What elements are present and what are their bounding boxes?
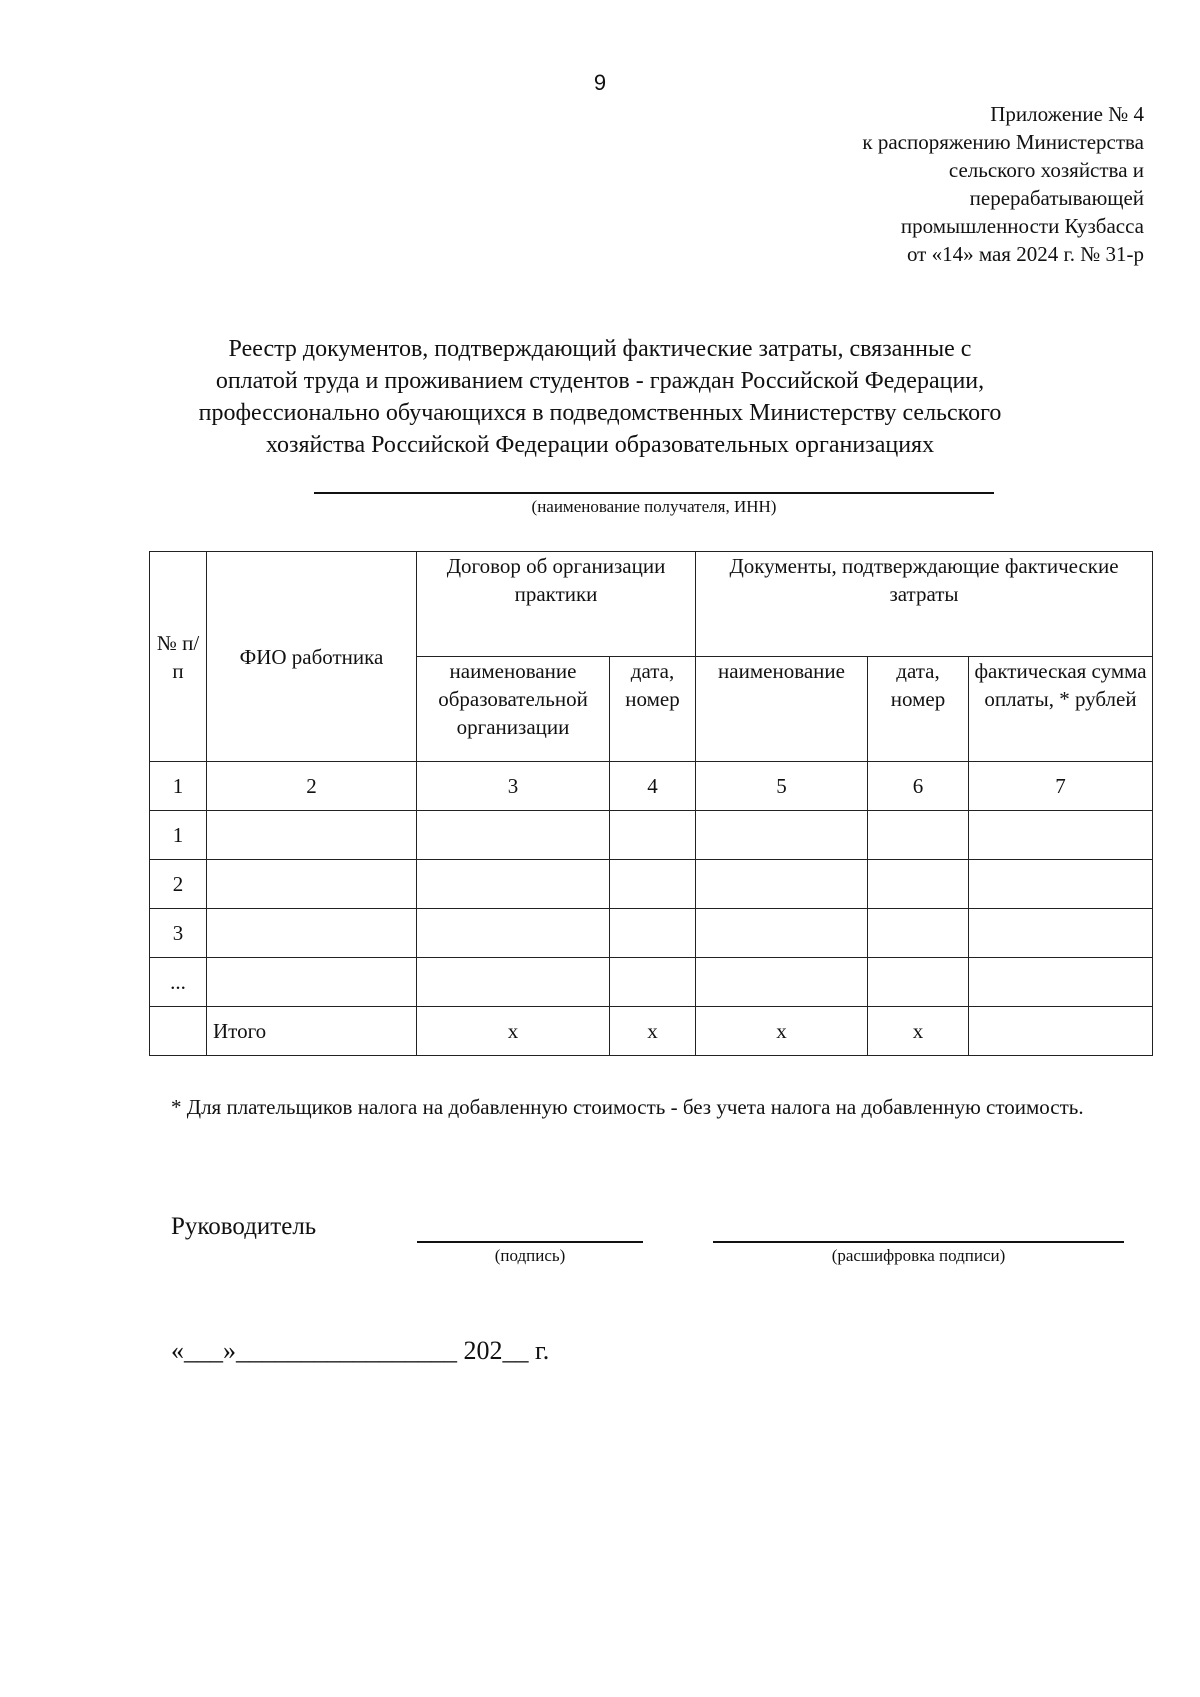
document-title (150, 333, 1050, 461)
title-line: хозяйства Российской Федерации образовательных организациях (265, 432, 935, 458)
cell-amount (969, 909, 1153, 958)
total-row (150, 1007, 1153, 1056)
total-index (150, 1007, 207, 1056)
cell-org-name (417, 811, 610, 860)
cell-doc-date (868, 909, 969, 958)
cell-amount (969, 958, 1153, 1007)
registry-table (149, 551, 1153, 1056)
cell-doc-date (868, 860, 969, 909)
appendix-line: к распоряжению Министерства (862, 130, 1144, 154)
cell-contract-date (610, 958, 696, 1007)
row-index: 1 (150, 811, 207, 860)
appendix-line: Приложение № 4 (990, 102, 1144, 126)
cell-org-name (417, 909, 610, 958)
title-line: профессионально обучающихся в подведомственных Министерству сельского (198, 400, 1002, 426)
cell-doc-date (868, 811, 969, 860)
page-number: 9 (593, 70, 607, 95)
cell-amount (969, 860, 1153, 909)
cell-contract-date (610, 811, 696, 860)
signatory-role: Руководитель (171, 1213, 317, 1240)
column-number: 4 (610, 762, 696, 811)
cell-employee (207, 811, 417, 860)
table-row (150, 811, 1153, 860)
total-label: Итого (207, 1007, 417, 1056)
cell-org-name (417, 958, 610, 1007)
appendix-line: перерабатывающей (969, 186, 1144, 210)
footnote: * Для плательщиков налога на добавленную стоимость - без учета налога на добавленную стоимость. (171, 1095, 1084, 1119)
table-row (150, 860, 1153, 909)
header-employee-name: ФИО работника (207, 552, 417, 762)
header-doc-date: дата, номер (868, 657, 969, 762)
row-index: 3 (150, 909, 207, 958)
signature-caption: (подпись) (494, 1246, 566, 1265)
column-number: 5 (696, 762, 868, 811)
cell-employee (207, 860, 417, 909)
recipient-underline (314, 492, 994, 494)
appendix-line: от «14» мая 2024 г. № 31-р (906, 242, 1144, 266)
cell-doc-name (696, 811, 868, 860)
column-number: 2 (207, 762, 417, 811)
cell-doc-name (696, 909, 868, 958)
column-number: 7 (969, 762, 1153, 811)
title-line: Реестр документов, подтверждающий фактические затраты, связанные с (228, 336, 972, 362)
header-number: № п/п (150, 552, 207, 762)
signature-decode-underline (713, 1241, 1124, 1243)
header-documents-group: Документы, подтверждающие фактические затраты (696, 552, 1153, 657)
table-row (150, 958, 1153, 1007)
table-row (150, 909, 1153, 958)
cell-doc-name (696, 958, 868, 1007)
total-mark: х (696, 1007, 868, 1056)
total-mark: х (417, 1007, 610, 1056)
title-line: оплатой труда и проживанием студентов - граждан Российской Федерации, (215, 368, 985, 394)
cell-doc-date (868, 958, 969, 1007)
header-contract-group: Договор об организации практики (417, 552, 696, 657)
row-index: 2 (150, 860, 207, 909)
row-index: ... (150, 958, 207, 1007)
header-amount: фактическая сумма оплаты, * рублей (969, 657, 1153, 762)
column-number: 1 (150, 762, 207, 811)
cell-amount (969, 811, 1153, 860)
cell-contract-date (610, 909, 696, 958)
cell-org-name (417, 860, 610, 909)
column-number-row (150, 762, 1153, 811)
cell-doc-name (696, 860, 868, 909)
appendix-line: промышленности Кузбасса (900, 214, 1144, 238)
header-doc-name: наименование (696, 657, 868, 762)
appendix-line: сельского хозяйства и (948, 158, 1144, 182)
signature-decode-caption: (расшифровка подписи) (831, 1246, 1006, 1265)
cell-employee (207, 958, 417, 1007)
column-number: 6 (868, 762, 969, 811)
cell-contract-date (610, 860, 696, 909)
cell-employee (207, 909, 417, 958)
signature-underline (417, 1241, 643, 1243)
total-amount (969, 1007, 1153, 1056)
appendix-block (862, 100, 1144, 268)
date-line: «___»_________________ 202__ г. (171, 1336, 550, 1365)
column-number: 3 (417, 762, 610, 811)
recipient-caption: (наименование получателя, ИНН) (531, 497, 777, 516)
header-org-name: наименование образовательной организации (417, 657, 610, 762)
total-mark: х (868, 1007, 969, 1056)
total-mark: х (610, 1007, 696, 1056)
header-contract-date: дата, номер (610, 657, 696, 762)
